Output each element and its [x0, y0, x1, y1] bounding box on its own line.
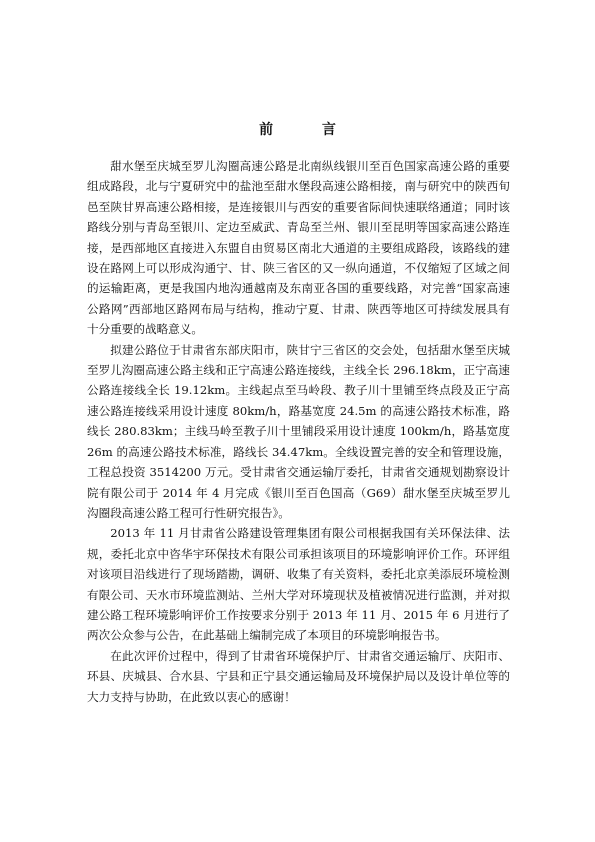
paragraph-2: 拟建公路位于甘肃省东部庆阳市，陕甘宁三省区的交会处，包括甜水堡至庆城至罗儿沟圈高速公路主线和正宁高速公路连接线，主线全长 296.18km，正宁高速公路连接线全长 19.12km。主线起点至马岭段、教子川十里铺至终点段及正宁高速公路连接线采用设计速度 80km/h，路基宽度 24.5m 的高速公路技术标准，路线长 280.83km；主线马岭至教子川十里铺段采用设计速度 100km/h，路基宽度 26m 的高速公路技术标准，路线长 34.47km。全线设置完善的安全和管理设施，工程总投资 3514200 万元。受甘肃省交通运输厅委托，甘肃省交通规划勘察设计院有限公司于 2014 年 4 月完成《银川至百色国高（G69）甜水堡至庆城至罗儿沟圈段高速公路工程可行性研究报告》。 [87, 342, 510, 520]
preface-body [87, 156, 510, 707]
page-title: 前 言 [259, 122, 358, 138]
paragraph-4: 在此次评价过程中，得到了甘肃省环境保护厅、甘肃省交通运输厅、庆阳市、环县、庆城县、合水县、宁县和正宁县交通运输局及环境保护局以及设计单位等的大力支持与协助，在此致以衷心的感谢！ [87, 648, 510, 704]
paragraph-3: 2013 年 11 月甘肃省公路建设管理集团有限公司根据我国有关环保法律、法规，委托北京中咨华宇环保技术有限公司承担该项目的环境影响评价工作。环评组对该项目沿线进行了现场踏勘，调研、收集了有关资料，委托北京美添辰环境检测有限公司、天水市环境监测站、兰州大学对环境现状及植被情况进行监测，并对拟建公路工程环境影响评价工作按要求分别于 2013 年 11 月、2015 年 6 月进行了两次公众参与公告，在此基础上编制完成了本项目的环境影响报告书。 [87, 526, 510, 643]
paragraph-1: 甜水堡至庆城至罗儿沟圈高速公路是北南纵线银川至百色国家高速公路的重要组成路段，北与宁夏研究中的盐池至甜水堡段高速公路相接，南与研究中的陕西旬邑至陕甘界高速公路相接，是连接银川与西安的重要省际间快速联络通道；同时该路线分别与青岛至银川、定边至威武、青岛至兰州、银川至昆明等国家高速公路连接，是西部地区直接进入东盟自由贸易区南北大通道的主要组成路段，该路线的建设在路网上可以形成沟通宁、甘、陕三省区的又一纵向通道，不仅缩短了区域之间的运输距离，更是我国内地沟通越南及东南亚各国的重要线路，对完善“国家高速公路网”西部地区路网布局与结构，推动宁夏、甘肃、陕西等地区可持续发展具有十分重要的战略意义。 [87, 159, 510, 337]
